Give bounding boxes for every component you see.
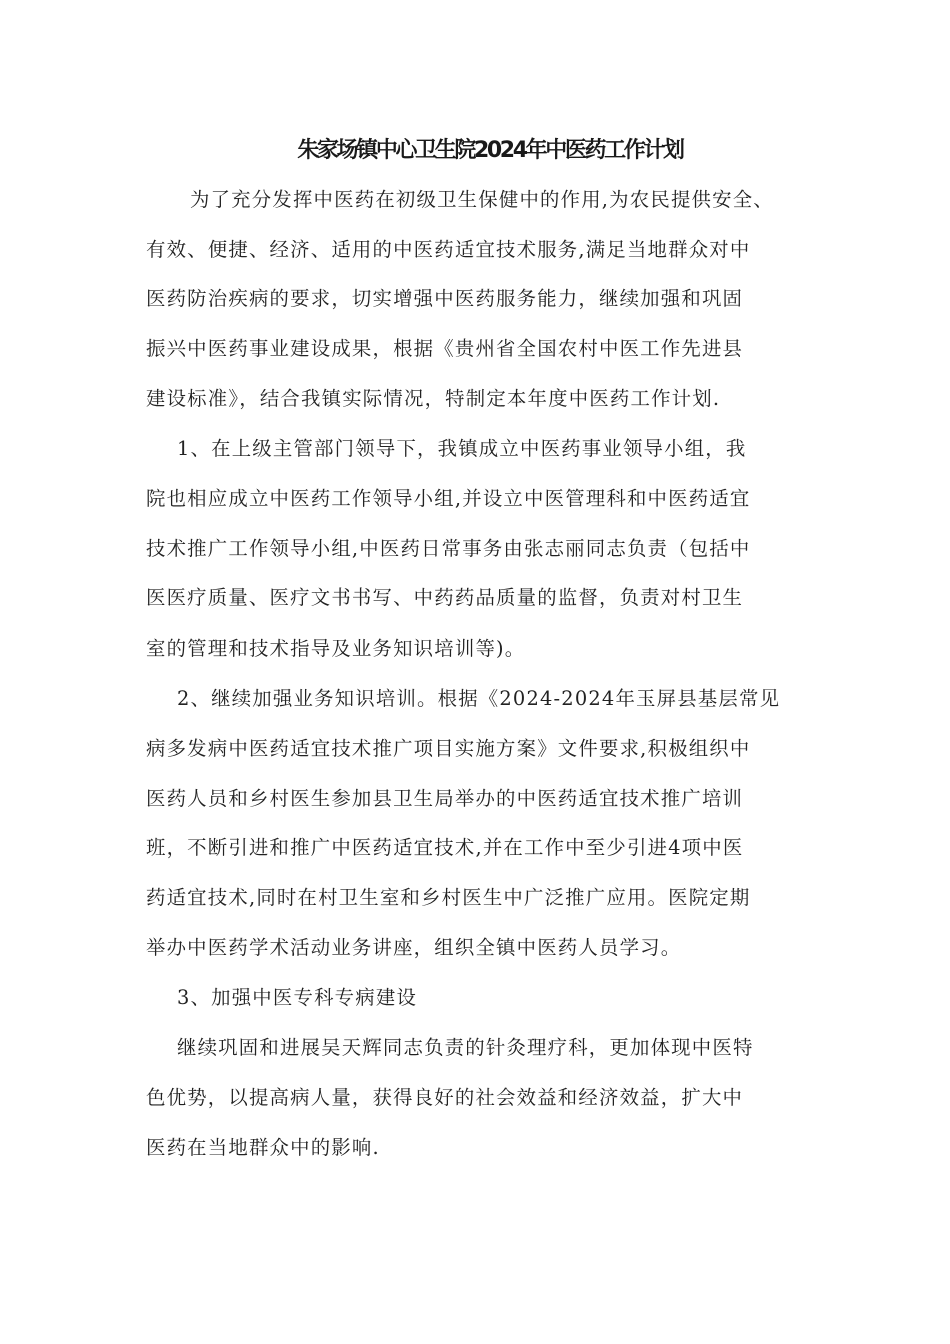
document-title: 朱家场镇中心卫生院2024年中医药工作计划 xyxy=(297,138,683,163)
body-line: 室的管理和技术指导及业务知识培训等)。 xyxy=(146,637,526,660)
body-line: 医药人员和乡村医生参加县卫生局举办的中医药适宜技术推广培训 xyxy=(146,787,744,810)
body-line: 病多发病中医药适宜技术推广项目实施方案》文件要求,积极组织中 xyxy=(146,737,751,760)
body-line: 医药在当地群众中的影响. xyxy=(146,1136,380,1159)
section-heading: 3、加强中医专科专病建设 xyxy=(177,986,418,1009)
body-line: 1、在上级主管部门领导下，我镇成立中医药事业领导小组，我 xyxy=(177,437,747,460)
body-line: 建设标准》，结合我镇实际情况，特制定本年度中医药工作计划. xyxy=(146,387,721,410)
body-line: 举办中医药学术活动业务讲座，组织全镇中医药人员学习。 xyxy=(146,936,682,959)
body-line: 班，不断引进和推广中医药适宜技术,并在工作中至少引进4项中医 xyxy=(146,836,744,859)
body-line: 院也相应成立中医药工作领导小组,并设立中医管理科和中医药适宜 xyxy=(146,487,751,510)
body-line: 色优势，以提高病人量，获得良好的社会效益和经济效益，扩大中 xyxy=(146,1086,744,1109)
body-line: 医医疗质量、医疗文书书写、中药药品质量的监督，负责对村卫生 xyxy=(146,586,744,609)
body-line: 振兴中医药事业建设成果，根据《贵州省全国农村中医工作先进县 xyxy=(146,337,744,360)
body-line: 医药防治疾病的要求，切实增强中医药服务能力，继续加强和巩固 xyxy=(146,287,744,310)
body-line: 有效、便捷、经济、适用的中医药适宜技术服务,满足当地群众对中 xyxy=(146,238,751,261)
body-line: 继续巩固和进展吴天辉同志负责的针灸理疗科，更加体现中医特 xyxy=(177,1036,754,1059)
body-line: 为了充分发挥中医药在初级卫生保健中的作用,为农民提供安全、 xyxy=(190,188,774,211)
body-line: 药适宜技术,同时在村卫生室和乡村医生中广泛推广应用。医院定期 xyxy=(146,886,751,909)
body-line: 2、继续加强业务知识培训。根据《2024-2024年玉屏县基层常见 xyxy=(177,687,781,710)
body-line: 技术推广工作领导小组,中医药日常事务由张志丽同志负责（包括中 xyxy=(146,537,751,560)
